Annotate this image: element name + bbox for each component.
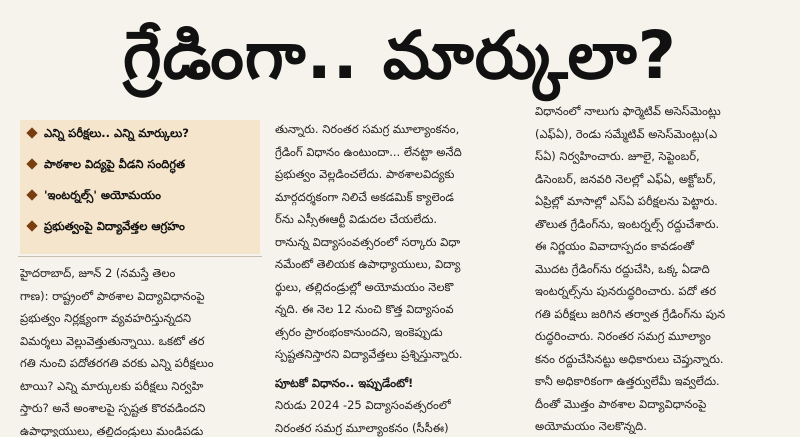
- text-line: ప్రభుత్వం నిర్లక్ష్యంగా వ్యవహరిస్తున్నదని: [20, 311, 192, 325]
- text-line: గాణ): రాష్ట్రంలో పాఠశాల విద్యావిధానంపై: [20, 288, 205, 303]
- diamond-bullet-icon: [26, 158, 37, 169]
- text-line: దీంతో మొత్తం పాఠశాల విద్యావిధానంపై: [535, 396, 707, 411]
- highlight-text: 'ఇంటర్నల్స్' అయోమయం: [44, 188, 161, 202]
- text-line: టాయి? ఎన్ని మార్కులకు పరీక్షలు నిర్వహి: [20, 378, 204, 393]
- text-line: డిసెంబర్, జనవరి నెలల్లో ఎఫ్‌ఏ, అక్టోబర్,: [535, 171, 717, 186]
- text-line: ప్రభుత్వం వెల్లడించలేదు. పాఠశాలవిద్యకు: [275, 167, 455, 181]
- headline: గ్రేడింగా.. మార్కులా?: [123, 17, 677, 94]
- text-line: ర్థులు, తల్లిదండ్రుల్లో అయోమయం నెలకొ: [275, 279, 454, 294]
- diamond-bullet-icon: [26, 127, 37, 138]
- text-line: ఉపాధ్యాయులు, తల్లిదండ్రులు మండిపడు: [20, 423, 204, 437]
- text-line: ఏప్రిల్లో మాసాల్లో ఎస్‌ఏ పరీక్షలను పెట్టారు.: [535, 194, 718, 208]
- text-line: మొదట గ్రేడింగ్‌ను రద్దుచేసి, ఒక్క ఏడాది: [535, 261, 710, 276]
- text-line: ర్‌ను ఎస్సీఈఆర్టీ విడుదల చేయలేదు.: [275, 212, 438, 226]
- text-line: కానీ అధికారికంగా ఉత్తర్వులేమీ ఇవ్వలేదు.: [535, 374, 720, 388]
- highlights-box: [20, 120, 260, 254]
- highlight-text: పాఠశాల విద్యపై వీడని సందిగ్ధత: [44, 157, 186, 171]
- text-line: గతి పరీక్షలు జరిగిన తర్వాత గ్రేడింగ్‌ను పున: [535, 306, 726, 321]
- text-line: స్‌ఏ) నిర్వహించారు. జూలై, సెప్టెంబర్,: [535, 149, 700, 163]
- text-line: గతి నుంచి పదోతరగతి వరకు ఎన్ని పరీక్షలుం: [20, 356, 214, 370]
- text-line: కనం రద్దుచేసినట్టు అధికారులు చెప్తున్నారు.: [535, 351, 724, 366]
- text-line: నిరంతర సమగ్ర మూల్యాంకనం (సీసీఈ): [275, 420, 449, 435]
- text-line: న్నది. ఈ నెల 12 నుంచి కొత్త విద్యాసంవ: [275, 302, 454, 316]
- text-line: ఇంటర్నల్స్‌ను పునరుద్ధరించారు. పదో తర: [535, 284, 717, 298]
- highlight-item: [26, 219, 254, 250]
- article-column-2: [275, 118, 519, 437]
- text-line: త్సరం ప్రారంభంకానుందని, ఇంకెప్పుడు: [275, 324, 443, 339]
- divider: [18, 256, 262, 257]
- highlight-text: ఎన్ని పరీక్షలు.. ఎన్ని మార్కులు?: [44, 126, 189, 140]
- highlight-item: [26, 126, 254, 157]
- diamond-bullet-icon: [26, 189, 37, 200]
- text-line: (ఎఫ్‌ఏ), రెండు సమ్మేటివ్ అసెస్‌మెంట్లు(ఎ: [535, 126, 718, 141]
- article-column-1: [20, 262, 258, 437]
- diamond-bullet-icon: [26, 220, 37, 231]
- text-line: తున్నారు. నిరంతర సమగ్ర మూల్యాంకనం,: [275, 122, 460, 136]
- text-line: అయోమయం నెలకొన్నది.: [535, 419, 647, 433]
- text-line: విమర్శలు వెల్లువెత్తుతున్నాయి. ఒకటో తర: [20, 333, 205, 348]
- text-line: రుద్ధరించారు. నిరంతర సమగ్ర మూల్యాం: [535, 329, 711, 343]
- text-line: విధానంలో నాలుగు ఫార్మెటివ్ అసెస్‌మెంట్లు: [535, 104, 721, 118]
- text-line: ఈ నిర్ణయం వివాదాస్పదం కావడంతో: [535, 239, 695, 253]
- text-line: రానున్న విద్యాసంవత్సరంలో సర్కారు విధా: [275, 234, 461, 249]
- subheading: పూటకో విధానం.. ఇప్పుడేంటో!: [275, 375, 414, 390]
- highlight-item: [26, 157, 254, 188]
- highlight-text: ప్రభుత్వంపై విద్యావేత్తల ఆగ్రహం: [44, 219, 185, 233]
- text-line: తొలుత గ్రేడింగ్‌ను, ఇంటర్నల్స్ రద్దుచేశారు.: [535, 216, 720, 231]
- text-line: స్పష్టతనిస్తారని విద్యావేత్తలు ప్రశ్నిస్తున్నారు.: [275, 347, 463, 361]
- highlight-item: [26, 188, 254, 219]
- text-line: గ్రేడింగ్ విధానం ఉంటుందా... లేనట్టా అనేది: [275, 144, 462, 159]
- text-line: నమేంటో తెలియక ఉపాధ్యాయులు, విద్యా: [275, 257, 461, 271]
- text-line: నిరుడు 2024 -25 విద్యాసంవత్సరంలో: [275, 398, 451, 412]
- text-line: హైదరాబాద్, జూన్ 2 (నమస్తే తెలం: [20, 266, 176, 280]
- article-column-3: [535, 100, 787, 437]
- text-line: మార్గదర్శకంగా నిలిచే అకడమిక్ క్యాలెండ: [275, 189, 454, 204]
- text-line: స్తారు? అనే అంశాలపై స్పష్టత కొరవడిందని: [20, 401, 206, 415]
